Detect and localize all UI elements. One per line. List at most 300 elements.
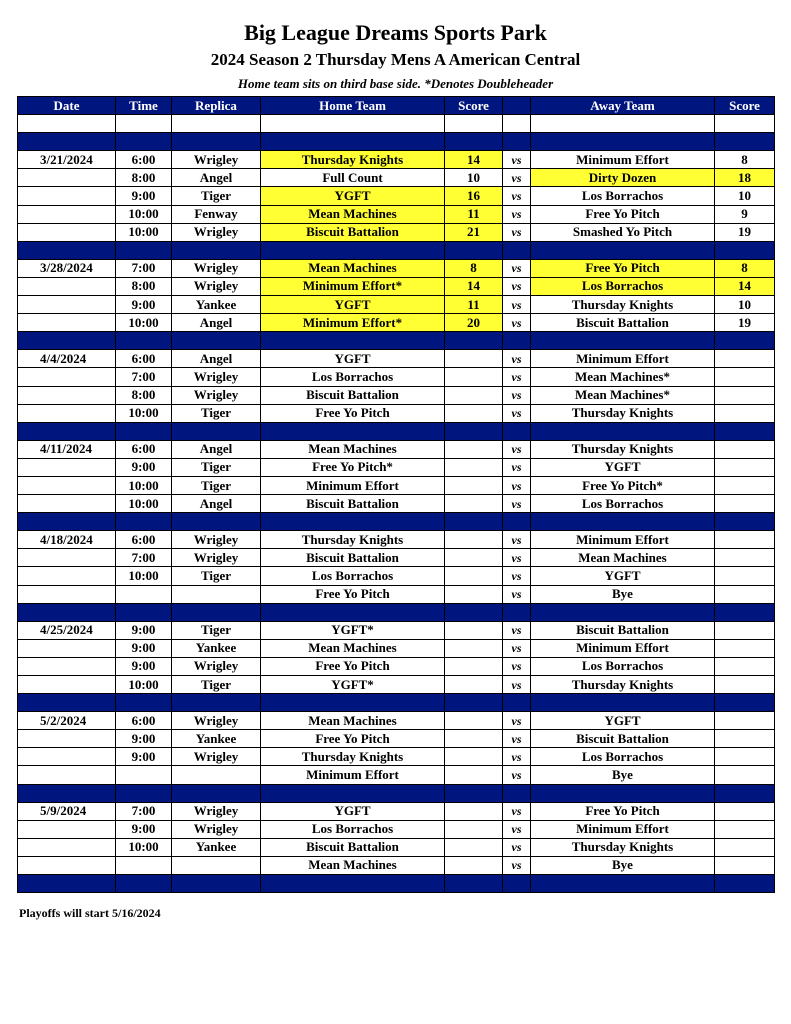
replica-cell: Wrigley [172, 748, 261, 766]
home-score-cell [445, 386, 503, 404]
table-row [18, 549, 775, 567]
home-score-cell [445, 621, 503, 639]
empty-cell [18, 115, 116, 133]
date-cell: 5/2/2024 [18, 712, 116, 730]
empty-cell [172, 603, 261, 621]
empty-cell [172, 784, 261, 802]
home-score-cell: 21 [445, 223, 503, 241]
table-row [18, 386, 775, 404]
away-score-cell [715, 856, 775, 874]
home-team-cell: YGFT [261, 187, 445, 205]
away-team-cell: Minimum Effort [531, 820, 715, 838]
empty-cell [531, 603, 715, 621]
date-cell [18, 495, 116, 513]
away-score-cell [715, 531, 775, 549]
table-row [18, 458, 775, 476]
col-vs [503, 97, 531, 115]
replica-cell [172, 585, 261, 603]
empty-cell [715, 875, 775, 893]
away-score-cell: 19 [715, 223, 775, 241]
home-team-cell: Free Yo Pitch [261, 404, 445, 422]
date-cell [18, 766, 116, 784]
home-score-cell: 14 [445, 151, 503, 169]
empty-cell [445, 422, 503, 440]
vs-cell: vs [503, 712, 531, 730]
table-row [18, 277, 775, 295]
replica-cell: Tiger [172, 404, 261, 422]
empty-cell [172, 422, 261, 440]
home-score-cell [445, 368, 503, 386]
vs-cell: vs [503, 730, 531, 748]
away-team-cell: Los Borrachos [531, 748, 715, 766]
home-team-cell: Biscuit Battalion [261, 223, 445, 241]
empty-cell [116, 241, 172, 259]
home-score-cell [445, 748, 503, 766]
away-team-cell: Thursday Knights [531, 838, 715, 856]
empty-cell [715, 422, 775, 440]
time-cell: 10:00 [116, 495, 172, 513]
time-cell: 7:00 [116, 802, 172, 820]
time-cell: 9:00 [116, 748, 172, 766]
time-cell: 9:00 [116, 639, 172, 657]
replica-cell: Angel [172, 169, 261, 187]
time-cell: 6:00 [116, 440, 172, 458]
table-row [18, 259, 775, 277]
home-team-cell: Los Borrachos [261, 368, 445, 386]
table-row [18, 187, 775, 205]
time-cell [116, 585, 172, 603]
empty-cell [172, 241, 261, 259]
empty-cell [172, 133, 261, 151]
blank-row [18, 115, 775, 133]
vs-cell: vs [503, 676, 531, 694]
home-team-cell: Thursday Knights [261, 151, 445, 169]
home-score-cell: 10 [445, 169, 503, 187]
away-score-cell [715, 476, 775, 494]
empty-cell [531, 332, 715, 350]
playoffs-note: Playoffs will start 5/16/2024 [19, 906, 161, 920]
replica-cell: Yankee [172, 296, 261, 314]
empty-cell [445, 332, 503, 350]
away-team-cell: Free Yo Pitch [531, 205, 715, 223]
time-cell: 7:00 [116, 259, 172, 277]
away-team-cell: Mean Machines* [531, 386, 715, 404]
away-score-cell: 14 [715, 277, 775, 295]
away-score-cell [715, 730, 775, 748]
date-cell: 4/4/2024 [18, 350, 116, 368]
col-away-score: Score [715, 97, 775, 115]
empty-cell [18, 784, 116, 802]
away-score-cell [715, 621, 775, 639]
replica-cell: Wrigley [172, 820, 261, 838]
date-cell [18, 314, 116, 332]
home-score-cell [445, 476, 503, 494]
empty-cell [531, 694, 715, 712]
home-score-cell [445, 549, 503, 567]
col-time: Time [116, 97, 172, 115]
vs-cell: vs [503, 531, 531, 549]
empty-cell [18, 875, 116, 893]
vs-cell: vs [503, 151, 531, 169]
away-score-cell [715, 838, 775, 856]
date-cell [18, 730, 116, 748]
table-row [18, 205, 775, 223]
away-team-cell: Los Borrachos [531, 187, 715, 205]
vs-cell: vs [503, 314, 531, 332]
home-score-cell: 11 [445, 205, 503, 223]
vs-cell: vs [503, 820, 531, 838]
empty-cell [445, 784, 503, 802]
home-team-cell: Minimum Effort [261, 766, 445, 784]
schedule-note: Home team sits on third base side. *Denotes Doubleheader [237, 76, 554, 91]
date-cell [18, 676, 116, 694]
home-score-cell [445, 802, 503, 820]
table-row [18, 712, 775, 730]
table-row [18, 676, 775, 694]
empty-cell [18, 422, 116, 440]
empty-cell [445, 694, 503, 712]
empty-cell [261, 603, 445, 621]
home-team-cell: Mean Machines [261, 856, 445, 874]
replica-cell: Wrigley [172, 151, 261, 169]
home-score-cell: 20 [445, 314, 503, 332]
away-score-cell: 8 [715, 259, 775, 277]
empty-cell [445, 133, 503, 151]
away-team-cell: Los Borrachos [531, 495, 715, 513]
home-team-cell: Free Yo Pitch [261, 730, 445, 748]
table-row [18, 838, 775, 856]
vs-cell: vs [503, 639, 531, 657]
away-score-cell [715, 748, 775, 766]
table-row [18, 223, 775, 241]
vs-cell: vs [503, 223, 531, 241]
replica-cell: Tiger [172, 187, 261, 205]
away-team-cell: Minimum Effort [531, 639, 715, 657]
time-cell: 9:00 [116, 730, 172, 748]
empty-cell [503, 422, 531, 440]
home-team-cell: YGFT [261, 350, 445, 368]
table-row [18, 440, 775, 458]
empty-cell [531, 241, 715, 259]
date-cell [18, 476, 116, 494]
empty-cell [18, 332, 116, 350]
away-score-cell [715, 368, 775, 386]
empty-cell [503, 513, 531, 531]
vs-cell: vs [503, 495, 531, 513]
home-team-cell: YGFT [261, 802, 445, 820]
away-score-cell [715, 440, 775, 458]
empty-cell [116, 694, 172, 712]
vs-cell: vs [503, 766, 531, 784]
home-team-cell: Free Yo Pitch [261, 585, 445, 603]
home-score-cell [445, 676, 503, 694]
home-team-cell: Biscuit Battalion [261, 495, 445, 513]
away-score-cell [715, 458, 775, 476]
home-team-cell: Biscuit Battalion [261, 838, 445, 856]
away-team-cell: Smashed Yo Pitch [531, 223, 715, 241]
replica-cell: Fenway [172, 205, 261, 223]
date-cell: 4/11/2024 [18, 440, 116, 458]
replica-cell: Wrigley [172, 531, 261, 549]
empty-cell [116, 115, 172, 133]
empty-cell [172, 513, 261, 531]
replica-cell: Angel [172, 440, 261, 458]
date-cell [18, 838, 116, 856]
away-team-cell: Biscuit Battalion [531, 730, 715, 748]
date-cell [18, 386, 116, 404]
replica-cell: Wrigley [172, 223, 261, 241]
empty-cell [445, 875, 503, 893]
date-cell [18, 169, 116, 187]
week-separator [18, 694, 775, 712]
replica-cell: Wrigley [172, 712, 261, 730]
week-separator [18, 603, 775, 621]
vs-cell: vs [503, 368, 531, 386]
empty-cell [116, 422, 172, 440]
home-score-cell [445, 440, 503, 458]
time-cell: 8:00 [116, 386, 172, 404]
vs-cell: vs [503, 259, 531, 277]
time-cell: 6:00 [116, 151, 172, 169]
home-team-cell: Free Yo Pitch [261, 657, 445, 675]
away-score-cell: 18 [715, 169, 775, 187]
empty-cell [261, 332, 445, 350]
home-team-cell: YGFT* [261, 676, 445, 694]
empty-cell [261, 115, 445, 133]
home-score-cell [445, 404, 503, 422]
home-team-cell: Biscuit Battalion [261, 549, 445, 567]
empty-cell [503, 332, 531, 350]
empty-cell [172, 694, 261, 712]
time-cell [116, 766, 172, 784]
away-score-cell [715, 657, 775, 675]
home-team-cell: Biscuit Battalion [261, 386, 445, 404]
home-score-cell: 8 [445, 259, 503, 277]
home-score-cell [445, 820, 503, 838]
table-row [18, 730, 775, 748]
replica-cell: Wrigley [172, 277, 261, 295]
empty-cell [503, 133, 531, 151]
date-cell [18, 748, 116, 766]
empty-cell [715, 513, 775, 531]
away-score-cell [715, 549, 775, 567]
vs-cell: vs [503, 458, 531, 476]
home-team-cell: Minimum Effort* [261, 277, 445, 295]
empty-cell [531, 133, 715, 151]
away-team-cell: Minimum Effort [531, 531, 715, 549]
time-cell: 8:00 [116, 169, 172, 187]
empty-cell [116, 603, 172, 621]
table-row [18, 621, 775, 639]
table-row [18, 820, 775, 838]
home-score-cell: 16 [445, 187, 503, 205]
away-score-cell [715, 404, 775, 422]
home-score-cell [445, 639, 503, 657]
time-cell: 8:00 [116, 277, 172, 295]
home-team-cell: Los Borrachos [261, 567, 445, 585]
time-cell: 10:00 [116, 223, 172, 241]
table-row [18, 404, 775, 422]
date-cell [18, 277, 116, 295]
empty-cell [261, 513, 445, 531]
empty-cell [18, 133, 116, 151]
replica-cell: Angel [172, 350, 261, 368]
home-team-cell: Full Count [261, 169, 445, 187]
away-score-cell [715, 712, 775, 730]
empty-cell [531, 784, 715, 802]
empty-cell [503, 784, 531, 802]
away-team-cell: Biscuit Battalion [531, 621, 715, 639]
date-cell [18, 404, 116, 422]
date-cell [18, 585, 116, 603]
date-cell: 3/28/2024 [18, 259, 116, 277]
empty-cell [445, 241, 503, 259]
away-score-cell [715, 495, 775, 513]
week-separator [18, 422, 775, 440]
away-team-cell: Bye [531, 585, 715, 603]
away-team-cell: YGFT [531, 567, 715, 585]
time-cell: 9:00 [116, 296, 172, 314]
away-team-cell: YGFT [531, 712, 715, 730]
replica-cell: Tiger [172, 476, 261, 494]
week-separator [18, 332, 775, 350]
away-team-cell: Minimum Effort [531, 151, 715, 169]
date-cell [18, 458, 116, 476]
empty-cell [503, 694, 531, 712]
week-separator [18, 784, 775, 802]
time-cell [116, 856, 172, 874]
home-score-cell [445, 495, 503, 513]
home-team-cell: Thursday Knights [261, 748, 445, 766]
empty-cell [715, 332, 775, 350]
vs-cell: vs [503, 386, 531, 404]
vs-cell: vs [503, 350, 531, 368]
away-team-cell: Thursday Knights [531, 296, 715, 314]
away-team-cell: Thursday Knights [531, 440, 715, 458]
col-home-team: Home Team [261, 97, 445, 115]
home-score-cell [445, 350, 503, 368]
table-row [18, 476, 775, 494]
table-row [18, 296, 775, 314]
replica-cell: Yankee [172, 730, 261, 748]
home-team-cell: Mean Machines [261, 712, 445, 730]
time-cell: 9:00 [116, 187, 172, 205]
replica-cell: Tiger [172, 458, 261, 476]
empty-cell [445, 603, 503, 621]
empty-cell [261, 241, 445, 259]
home-team-cell: Minimum Effort* [261, 314, 445, 332]
date-cell [18, 639, 116, 657]
date-cell [18, 567, 116, 585]
home-team-cell: YGFT* [261, 621, 445, 639]
empty-cell [715, 115, 775, 133]
away-score-cell: 10 [715, 296, 775, 314]
time-cell: 10:00 [116, 838, 172, 856]
vs-cell: vs [503, 205, 531, 223]
date-cell [18, 657, 116, 675]
date-cell [18, 549, 116, 567]
replica-cell: Wrigley [172, 259, 261, 277]
home-team-cell: Mean Machines [261, 639, 445, 657]
date-cell [18, 368, 116, 386]
away-team-cell: Thursday Knights [531, 404, 715, 422]
empty-cell [116, 133, 172, 151]
away-team-cell: Bye [531, 766, 715, 784]
home-score-cell [445, 712, 503, 730]
table-row [18, 350, 775, 368]
time-cell: 10:00 [116, 676, 172, 694]
vs-cell: vs [503, 187, 531, 205]
home-score-cell: 14 [445, 277, 503, 295]
vs-cell: vs [503, 657, 531, 675]
week-separator [18, 241, 775, 259]
time-cell: 9:00 [116, 458, 172, 476]
replica-cell: Tiger [172, 567, 261, 585]
empty-cell [261, 784, 445, 802]
schedule-body [18, 115, 775, 893]
home-team-cell: YGFT [261, 296, 445, 314]
home-score-cell [445, 838, 503, 856]
empty-cell [531, 513, 715, 531]
home-score-cell [445, 458, 503, 476]
empty-cell [531, 875, 715, 893]
date-cell [18, 820, 116, 838]
empty-cell [261, 133, 445, 151]
empty-cell [172, 115, 261, 133]
away-score-cell [715, 766, 775, 784]
week-separator [18, 133, 775, 151]
time-cell: 10:00 [116, 476, 172, 494]
empty-cell [715, 784, 775, 802]
time-cell: 9:00 [116, 820, 172, 838]
empty-cell [715, 241, 775, 259]
empty-cell [18, 241, 116, 259]
date-cell: 3/21/2024 [18, 151, 116, 169]
date-cell [18, 856, 116, 874]
page-subtitle: 2024 Season 2 Thursday Mens A American Central [210, 50, 581, 69]
date-cell: 4/18/2024 [18, 531, 116, 549]
date-cell [18, 223, 116, 241]
table-row [18, 802, 775, 820]
home-team-cell: Free Yo Pitch* [261, 458, 445, 476]
replica-cell: Yankee [172, 838, 261, 856]
date-cell: 5/9/2024 [18, 802, 116, 820]
table-row [18, 657, 775, 675]
empty-cell [261, 694, 445, 712]
table-row [18, 567, 775, 585]
empty-cell [116, 784, 172, 802]
home-score-cell [445, 766, 503, 784]
col-home-score: Score [445, 97, 503, 115]
away-team-cell: Mean Machines [531, 549, 715, 567]
table-row [18, 585, 775, 603]
table-row [18, 766, 775, 784]
empty-cell [715, 133, 775, 151]
away-score-cell [715, 350, 775, 368]
table-row [18, 169, 775, 187]
away-team-cell: Los Borrachos [531, 277, 715, 295]
vs-cell: vs [503, 748, 531, 766]
vs-cell: vs [503, 277, 531, 295]
time-cell: 10:00 [116, 205, 172, 223]
date-cell [18, 187, 116, 205]
empty-cell [445, 115, 503, 133]
empty-cell [172, 875, 261, 893]
empty-cell [715, 603, 775, 621]
away-score-cell [715, 386, 775, 404]
home-score-cell [445, 856, 503, 874]
empty-cell [18, 694, 116, 712]
